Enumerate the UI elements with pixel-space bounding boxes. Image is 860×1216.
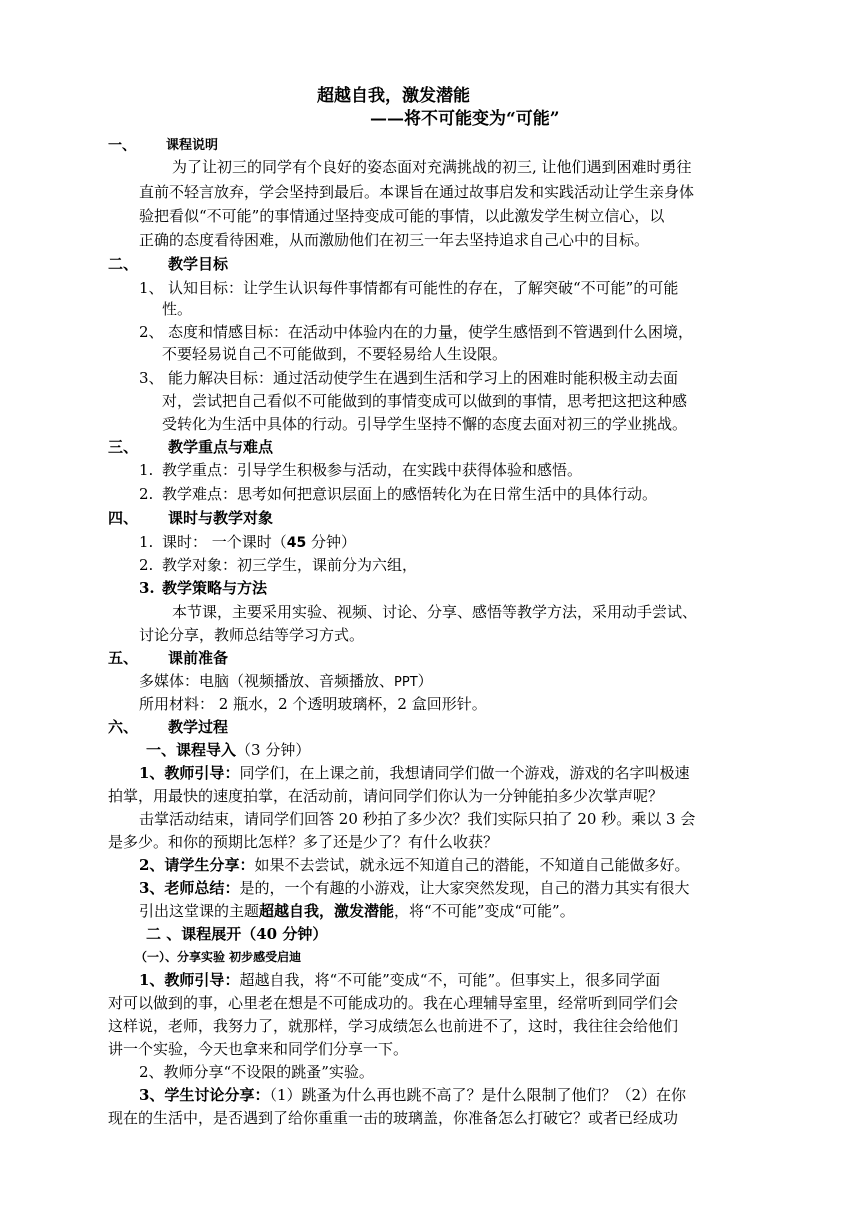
lesson-1-text: [162, 532, 356, 553]
exp-2-line: 2、教师分享“不设限的跳蚤”实验。: [139, 1063, 374, 1081]
intro-1-line-4: 是多少。和你的预期比怎样？多了还是少了？有什么收获？: [108, 833, 499, 851]
exp-3-line-1: [139, 1085, 686, 1105]
intro-3-theme: 超越自我，激发潜能: [259, 902, 395, 920]
lesson-1-number: 1.: [139, 533, 154, 551]
exp-1-label: 1、教师引导：: [139, 971, 240, 989]
section-5-heading: 课前准备: [168, 649, 229, 667]
exp-1-line-1: [139, 970, 660, 990]
part-1-title: 一、课程导入: [146, 741, 237, 759]
goal-1-number: 1、: [139, 279, 164, 297]
prep-media-c: ）: [417, 672, 433, 690]
intro-1-label: 1、教师引导：: [139, 764, 240, 782]
focus-2-text: 教学难点：思考如何把意识层面上的感悟转化为在日常生活中的具体行动。: [162, 485, 658, 503]
section-1-number: 一、: [108, 138, 136, 154]
section-6-number: 六、: [108, 718, 139, 736]
document-title: 超越自我，激发潜能: [317, 86, 470, 106]
goal-1-line-1: 认知目标：让学生认识每件事情都有可能性的存在，了解突破“不可能”的可能: [168, 279, 679, 297]
section-1-heading: 课程说明: [166, 138, 219, 153]
intro-2-label: 2、请学生分享：: [139, 856, 255, 874]
section-4-heading: 课时与教学对象: [168, 509, 274, 527]
lesson-3-heading: 教学策略与方法: [162, 579, 268, 597]
section-1-line-3: 验把看似“不可能”的事情通过坚持变成可能的事情，以此激发学生树立信心，以: [139, 207, 665, 225]
subsection-1-title: （一）、分享实验 初步感受启迪: [135, 950, 302, 964]
section-6-heading: 教学过程: [168, 718, 229, 736]
lesson-1-minutes: 45: [286, 535, 307, 551]
lesson-1-text-c: 分钟）: [306, 533, 357, 551]
goal-2-line-1: 态度和情感目标：在活动中体验内在的力量，使学生感悟到不管遇到什么困境，: [168, 323, 694, 341]
focus-1-number: 1.: [139, 461, 154, 479]
goal-3-line-2: 对，尝试把自己看似不可能做到的事情变成可以做到的事情，思考把这把这种感: [162, 392, 688, 410]
prep-media-ppt: PPT: [394, 675, 418, 690]
section-5-number: 五、: [108, 649, 139, 667]
intro-1-line-1: [139, 763, 689, 783]
section-1-line-2: 直前不轻言放弃，学会坚持到最后。本课旨在通过故事启发和实践活动让学生亲身体: [139, 183, 695, 201]
intro-3-text-2c: ，将“不可能”变成“可能”。: [394, 902, 575, 920]
exp-3-label: 3、学生讨论分享：: [139, 1086, 270, 1104]
goal-2-line-2: 不要轻易说自己不可能做到，不要轻易给人生设限。: [162, 345, 508, 363]
section-1-line-1: 为了让初三的同学有个良好的姿态面对充满挑战的初三, 让他们遇到困难时勇往: [172, 158, 692, 176]
prep-media: [139, 671, 433, 693]
section-2-heading: 教学目标: [168, 255, 229, 273]
strategy-line-1: 本节课，主要采用实验、视频、讨论、分享、感悟等教学方法，采用动手尝试、: [172, 603, 698, 621]
lesson-3-number: 3.: [139, 579, 155, 597]
exp-1-line-2: 对可以做到的事，心里老在想是不可能成功的。我在心理辅导室里，经常听到同学们会: [108, 994, 679, 1012]
section-1-line-4: 正确的态度看待困难，从而激励他们在初三一年去坚持追求自己心中的目标。: [139, 231, 650, 249]
document-subtitle: ——将不可能变为“可能”: [370, 109, 560, 129]
prep-materials: 所用材料： 2 瓶水，2 个透明玻璃杯，2 盒回形针。: [139, 695, 487, 713]
goal-3-line-1: 能力解决目标：通过活动使学生在遇到生活和学习上的困难时能积极主动去面: [168, 369, 679, 387]
part-1-title-line: [146, 740, 310, 760]
intro-1-line-2: 拍掌，用最快的速度拍掌，在活动前，请问同学们你认为一分钟能拍多少次掌声呢？: [108, 787, 664, 805]
prep-media-a: 多媒体：电脑（视频播放、音频播放、: [139, 672, 395, 690]
section-3-heading: 教学重点与难点: [168, 438, 274, 456]
goal-3-number: 3、: [139, 369, 164, 387]
intro-3-text-2a: 引出这堂课的主题: [139, 902, 260, 920]
exp-3-line-2: 现在的生活中，是否遇到了给你重重一击的玻璃盖，你准备怎么打破它？或者已经成功: [108, 1109, 679, 1127]
intro-2-text: 如果不去尝试，就永远不知道自己的潜能，不知道自己能做多好。: [254, 856, 690, 874]
exp-1-text-1: 超越自我，将“不可能”变成“不，可能”。但事实上，很多同学面: [239, 971, 661, 989]
exp-3-text-1: （1）跳蚤为什么再也跳不高了？是什么限制了他们？（2）在你: [269, 1086, 687, 1104]
section-4-number: 四、: [108, 509, 139, 527]
focus-2-number: 2.: [139, 485, 154, 503]
intro-1-text-1: 同学们，在上课之前，我想请同学们做一个游戏，游戏的名字叫极速: [239, 764, 690, 782]
lesson-2-number: 2.: [139, 556, 154, 574]
strategy-line-2: 讨论分享，教师总结等学习方式。: [139, 626, 365, 644]
lesson-2-text: 教学对象：初三学生，课前分为六组，: [162, 556, 418, 574]
goal-2-number: 2、: [139, 323, 164, 341]
section-3-number: 三、: [108, 438, 139, 456]
part-1-time: （3 分钟）: [236, 741, 311, 759]
focus-1-text: 教学重点：引导学生积极参与活动，在实践中获得体验和感悟。: [162, 461, 583, 479]
lesson-1-text-a: 课时： 一个课时（: [162, 533, 287, 551]
section-2-number: 二、: [108, 255, 139, 273]
intro-2-line: [139, 855, 689, 875]
part-2-title: 二 、课程展开（40 分钟）: [146, 925, 328, 943]
exp-1-line-4: 讲一个实验，今天也拿来和同学们分享一下。: [108, 1040, 409, 1058]
goal-3-line-3: 受转化为生活中具体的行动。引导学生坚持不懈的态度去面对初三的学业挑战。: [162, 415, 688, 433]
intro-3-text-1: 是的，一个有趣的小游戏，让大家突然发现，自己的潜力其实有很大: [239, 879, 690, 897]
exp-1-line-3: 这样说，老师，我努力了，就那样，学习成绩怎么也前进不了，这时，我往往会给他们: [108, 1017, 679, 1035]
intro-3-line-1: [139, 878, 689, 898]
intro-3-line-2: [139, 901, 575, 921]
intro-1-line-3: 击掌活动结束，请同学们回答 20 秒拍了多少次？我们实际只拍了 20 秒。乘以 3 会: [139, 810, 696, 828]
goal-1-line-2: 性。: [162, 300, 193, 318]
intro-3-label: 3、老师总结：: [139, 879, 240, 897]
